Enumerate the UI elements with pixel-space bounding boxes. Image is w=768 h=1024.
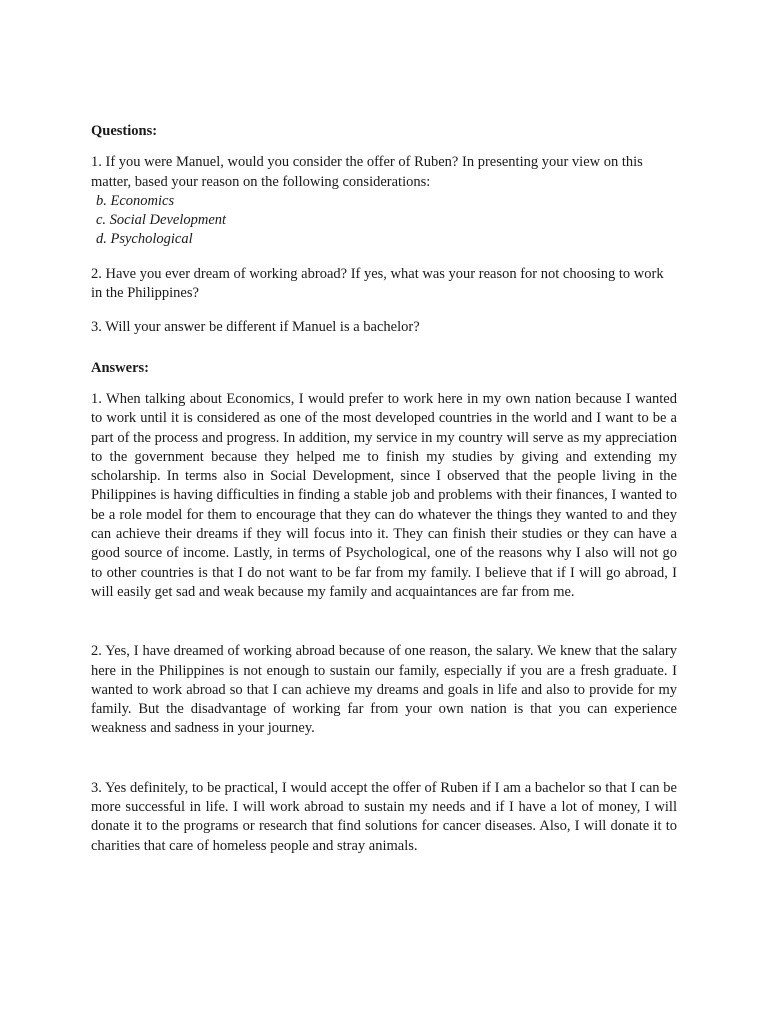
option-psychological: d. Psychological xyxy=(96,231,193,248)
answer-2: 2. Yes, I have dreamed of working abroad because of one reason, the salary. We knew that the salary here in the Philippines is not enough to sustain our family, especially if you are a fresh graduate. I wanted to work abroad so that I can achieve my dreams and goals in life and also to provide for my family. But the disadvantage of working far from your own nation is that you can experience weakness and sadness in your journey. xyxy=(91,643,677,737)
option-social-development: c. Social Development xyxy=(96,212,227,229)
document-body xyxy=(91,122,677,856)
questions-heading: Questions: xyxy=(91,123,158,139)
question-1-options xyxy=(91,192,677,250)
answer-1: 1. When talking about Economics, I would prefer to work here in my own nation because I wanted to work until it is considered as one of the most developed countries in the world and I want to be a part of the process and progress. In addition, my service in my country will serve as my appreciation to the government because they helped me to finish my studies by giving and extending my scholarship. In terms also in Social Development, since I observed that the people living in the Philippines is having difficulties in finding a stable job and problems with their finances, I wanted to be a role model for them to encourage that they can do whatever the things they wanted to and they can achieve their dreams if they will focus into it. They can finish their studies or they can have a good source of income. Lastly, in terms of Psychological, one of the reasons why I also will not go to other countries is that I do not want to be far from my family. I believe that if I will go abroad, I will easily get sad and weak because my family and acquaintances are far from me. xyxy=(91,390,677,600)
question-1: 1. If you were Manuel, would you consider the offer of Ruben? In presenting your view on this matter, based your reason on the following considerations: xyxy=(91,154,643,190)
question-2: 2. Have you ever dream of working abroad? If yes, what was your reason for not choosing to work in the Philippines? xyxy=(91,265,664,302)
option-economics: b. Economics xyxy=(96,192,175,209)
question-3: 3. Will your answer be different if Manuel is a bachelor? xyxy=(91,319,420,336)
answer-3: 3. Yes definitely, to be practical, I would accept the offer of Ruben if I am a bachelor so that I can be more successful in life. I will work abroad to sustain my needs and if I have a lot of money, I will donate it to the programs or research that find solutions for cancer diseases. Also, I will donate it to charities that care of homeless people and stray animals. xyxy=(91,779,677,854)
answers-heading: Answers: xyxy=(91,359,149,376)
